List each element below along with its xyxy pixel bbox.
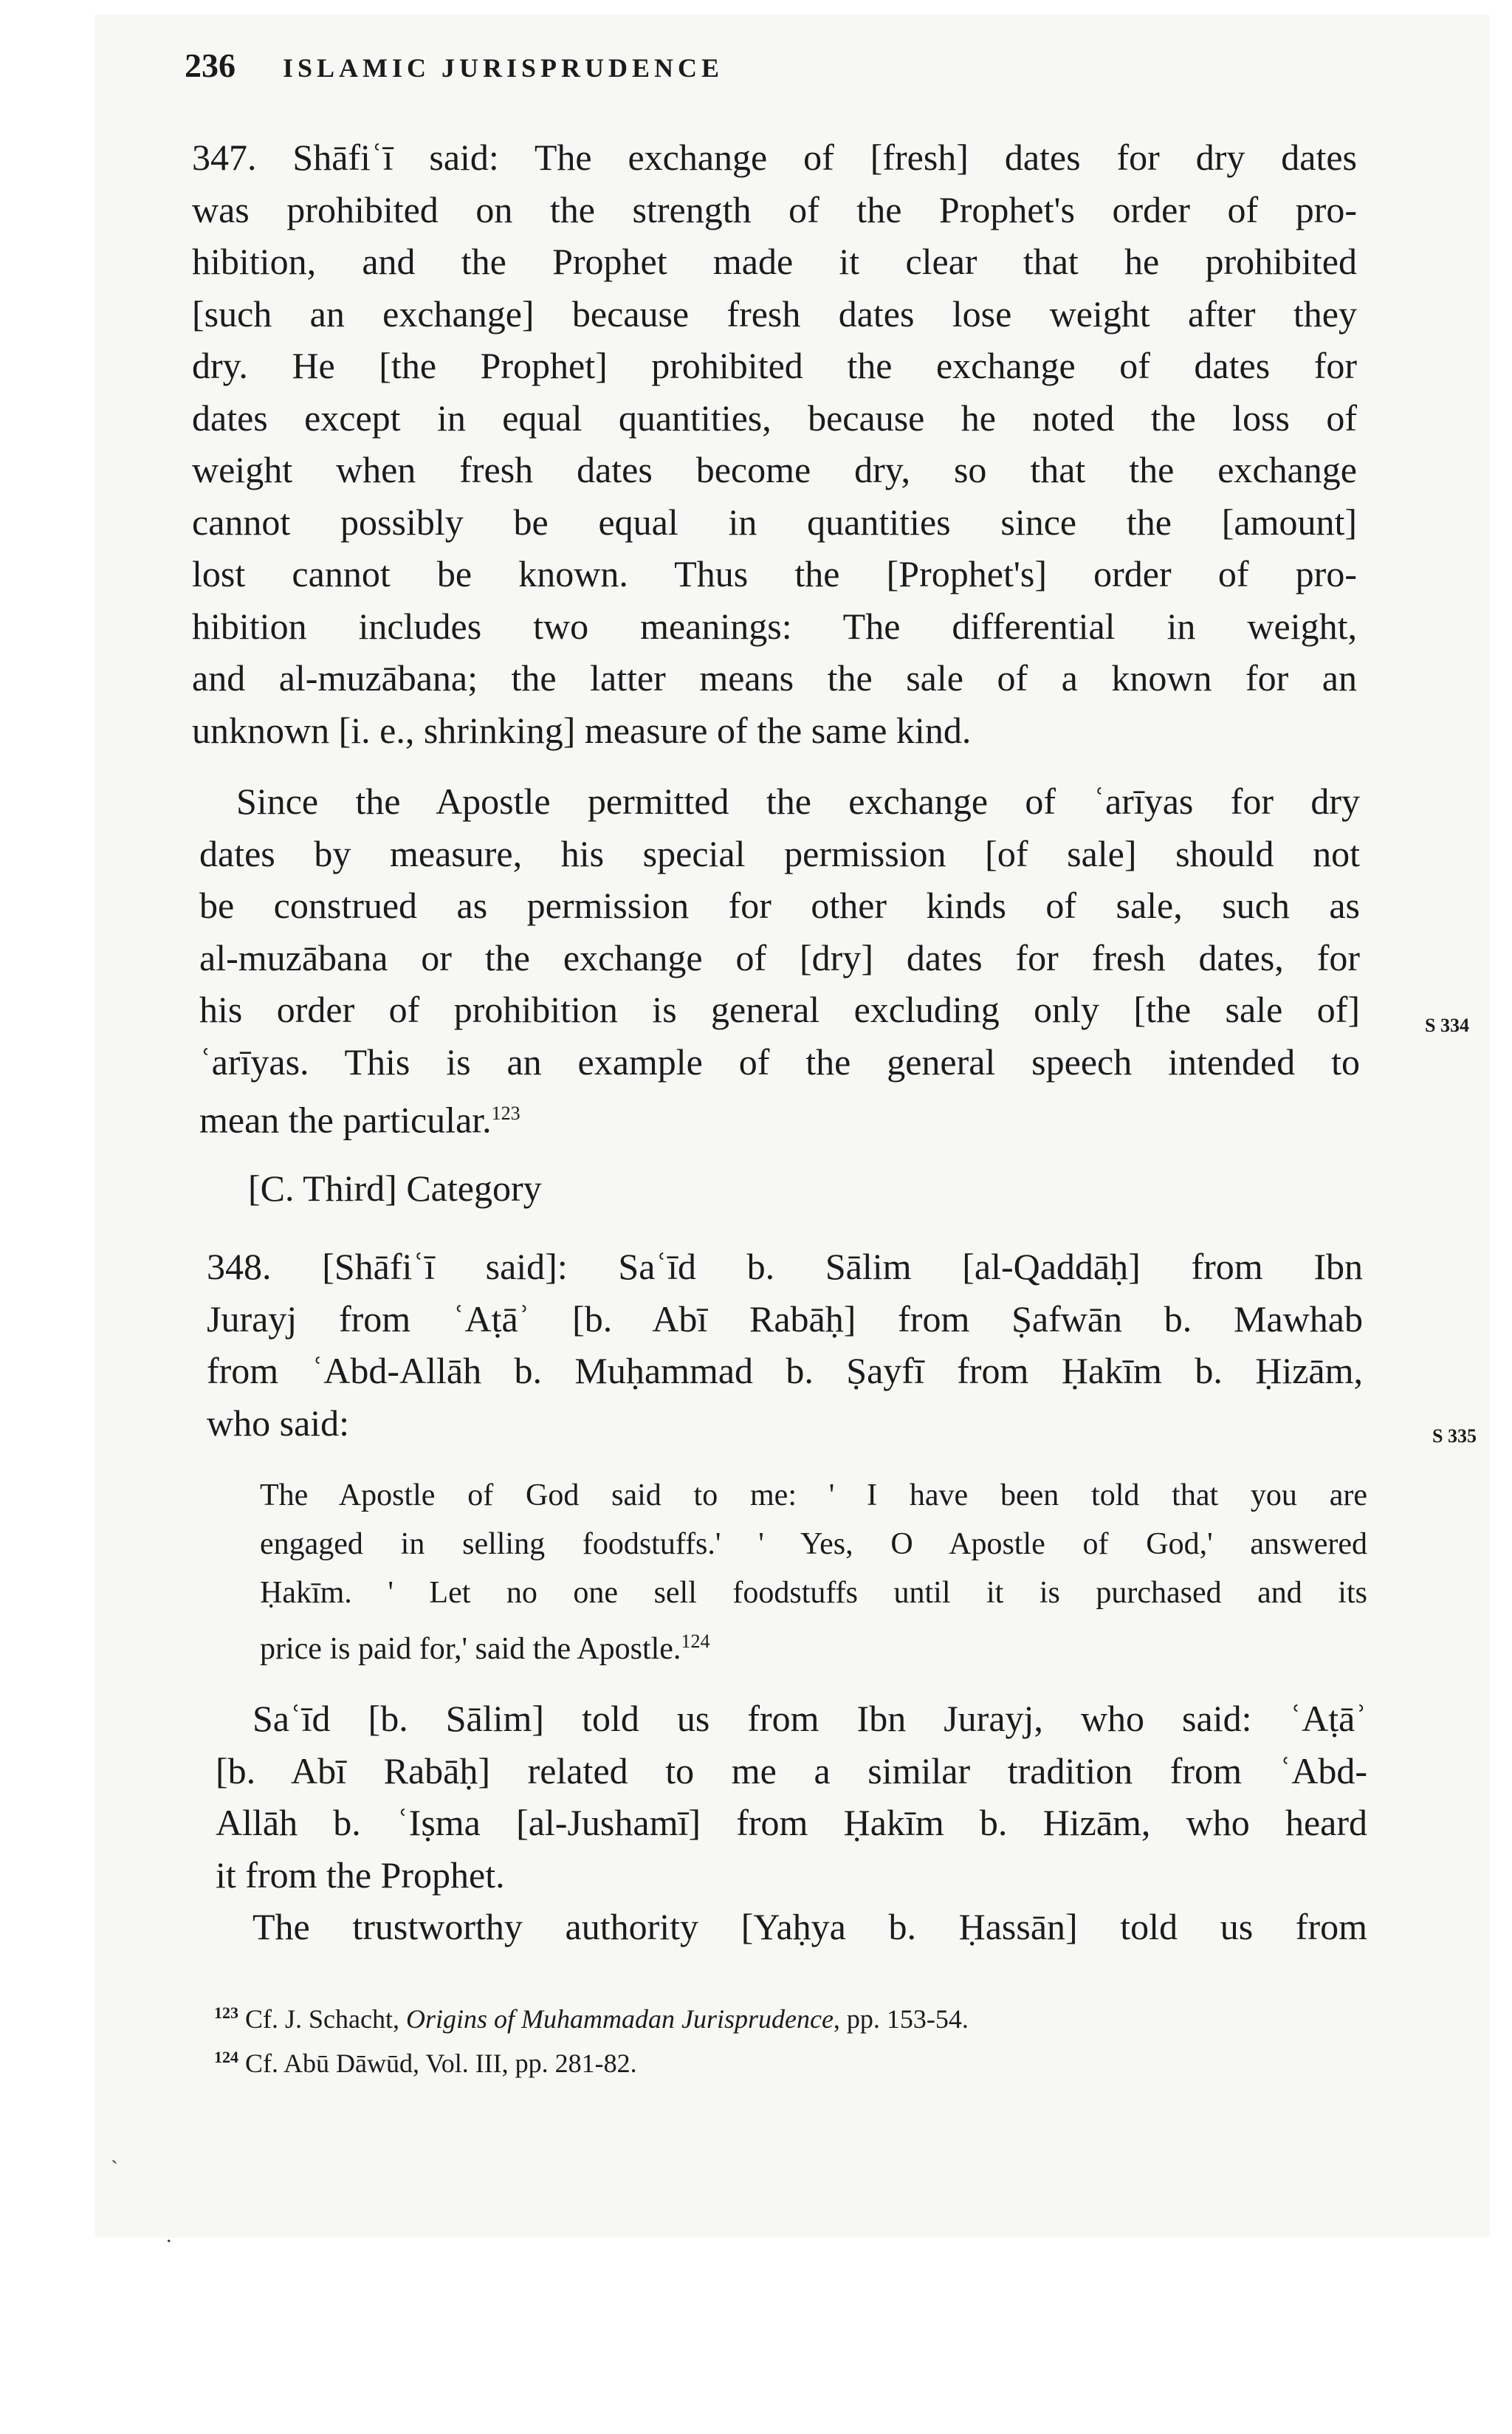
paragraph-line: [such an exchange] because fresh dates lose weight after they (192, 292, 1357, 335)
paragraph-line: weight when fresh dates become dry, so that the exchange (192, 449, 1357, 490)
block-quote (260, 1471, 1367, 1666)
paragraph-line: Allāh b. ʿIṣma [al-Jushamī] from Ḥakīm b. Hizām, who heard (216, 1802, 1367, 1843)
paragraph-line: dates except in equal quantities, because he noted the loss of (192, 397, 1357, 439)
paragraph-line: dates by measure, his special permission [of sale] should not (199, 832, 1360, 874)
paragraph-line: Jurayj from ʿAṭāʾ [b. Abī Rabāḥ] from Ṣafwān b. Mawhab (207, 1297, 1363, 1340)
paragraph-line (199, 1088, 1360, 1140)
paragraph-line: be construed as permission for other kinds of sale, such as (199, 885, 1360, 926)
scan-mark: ` (111, 2156, 118, 2181)
footnote-ref-123: 123 (491, 1103, 520, 1124)
running-title: ISLAMIC JURISPRUDENCE (283, 53, 724, 83)
quote-line-text: price is paid for,' said the Apostle. (260, 1632, 681, 1666)
paragraph-line: was prohibited on the strength of the Prophet's order of pro- (192, 188, 1357, 230)
section-heading: [C. Third] Category (248, 1168, 542, 1209)
footnote-text: , pp. 153-54. (833, 2004, 969, 2034)
paragraph-line: and al-muzābana; the latter means the sale of a known for an (192, 657, 1357, 699)
footnote-text: Cf. Abū Dāwūd, Vol. III, pp. 281-82. (245, 2049, 637, 2078)
paragraph-line: lost cannot be known. Thus the [Prophet's] order of pro- (192, 553, 1357, 594)
paragraph-line: al-muzābana or the exchange of [dry] dates for fresh dates, for (199, 936, 1360, 978)
paragraph-line: ʿarīyas. This is an example of the general speech intended to (199, 1041, 1360, 1083)
paragraph-line: Since the Apostle permitted the exchange of ʿarīyas for dry (236, 781, 1360, 822)
paragraph-line: The trustworthy authority [Yaḥya b. Ḥassān] told us from (252, 1906, 1367, 1947)
footnote-123 (214, 1994, 1395, 2038)
paragraph-since (199, 775, 1360, 1140)
paragraph-line: 347. Shāfiʿī said: The exchange of [fresh] dates for dry dates (192, 137, 1357, 178)
paragraph-line: his order of prohibition is general excluding only [the sale of] (199, 989, 1360, 1030)
footnote-124 (214, 2038, 1395, 2082)
quote-line: engaged in selling foodstuffs.' ' Yes, O Apostle of God,' answered (260, 1527, 1367, 1561)
quote-line (260, 1617, 1367, 1666)
paragraph-line: Saʿīd [b. Sālim] told us from Ibn Jurayj, who said: ʿAṭāʾ (252, 1698, 1367, 1739)
footnote-book-title: Origins of Muhammadan Jurisprudence (405, 2004, 834, 2034)
footnote-number: 123 (214, 2003, 238, 2022)
footnote-number: 124 (214, 2048, 238, 2066)
footnote-ref-124: 124 (681, 1631, 710, 1652)
margin-ref-s335: S 335 (1432, 1425, 1477, 1447)
margin-ref-s334: S 334 (1425, 1015, 1469, 1036)
footnote-text: Cf. J. Schacht, (245, 2004, 406, 2034)
paragraph-said (216, 1693, 1367, 1953)
quote-line: Ḥakīm. ' Let no one sell foodstuffs until it is purchased and its (260, 1576, 1367, 1610)
paragraph-line: [b. Abī Rabāḥ] related to me a similar tradition from ʿAbd- (216, 1749, 1367, 1792)
paragraph-line: it from the Prophet. (216, 1854, 505, 1896)
paragraph-line: from ʿAbd-Allāh b. Muḥammad b. Ṣayfī from Ḥakīm b. Ḥizām, (207, 1350, 1363, 1391)
scan-mark: . (166, 2223, 172, 2247)
paragraph-347 (192, 131, 1357, 756)
paragraph-line: hibition, and the Prophet made it clear that he prohibited (192, 241, 1357, 282)
paragraph-line: cannot possibly be equal in quantities since the [amount] (192, 501, 1357, 543)
paragraph-line: unknown [i. e., shrinking] measure of the same kind. (192, 709, 972, 751)
quote-line: The Apostle of God said to me: ' I have been told that you are (260, 1478, 1367, 1512)
paragraph-line: 348. [Shāfiʿī said]: Saʿīd b. Sālim [al-Qaddāḥ] from Ibn (207, 1246, 1363, 1287)
paragraph-line: who said: (207, 1402, 350, 1444)
paragraph-line-text: mean the particular. (199, 1099, 492, 1141)
paragraph-line: hibition includes two meanings: The differential in weight, (192, 605, 1357, 647)
footnotes (214, 1994, 1395, 2082)
page-header (185, 46, 724, 90)
paragraph-348 (207, 1241, 1363, 1449)
page-number: 236 (185, 47, 236, 84)
paragraph-line: dry. He [the Prophet] prohibited the exchange of dates for (192, 345, 1357, 386)
